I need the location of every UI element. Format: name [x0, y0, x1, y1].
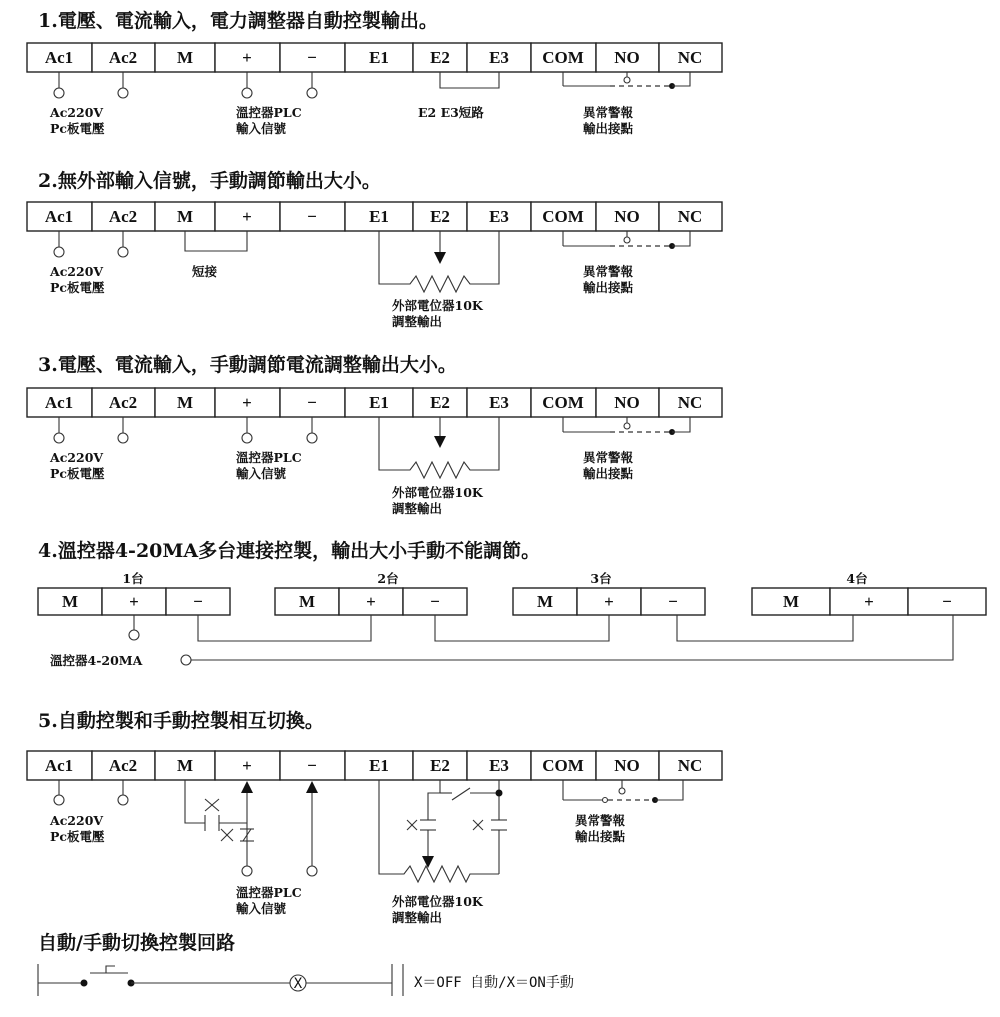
switch-circuit-title: 自動/手動切換控製回路 [38, 932, 235, 954]
terminal-label: NC [677, 48, 703, 67]
plc-note: 溫控器PLC [236, 105, 302, 120]
terminal-label: Ac1 [44, 48, 74, 67]
terminal-label: COM [542, 756, 584, 775]
terminal-label: − [307, 207, 317, 226]
ac220-note: Ac220V [50, 813, 104, 828]
terminal-label: E3 [489, 207, 509, 226]
terminal-label: NC [677, 207, 703, 226]
terminal-label: − [307, 756, 317, 775]
terminal-label: E2 [430, 756, 450, 775]
section-1 [27, 9, 722, 136]
section-2 [27, 169, 722, 329]
plus-arrow-icon [241, 781, 253, 793]
terminal-label: NO [614, 207, 640, 226]
plc-note: 溫控器PLC [236, 450, 302, 465]
terminal-label: E1 [369, 48, 389, 67]
section-3 [27, 353, 722, 516]
unit-4-label: 4台 [846, 571, 868, 586]
section-5 [27, 709, 722, 925]
terminal-label: + [604, 592, 614, 611]
4-20ma-input-note: 溫控器4-20MA [50, 653, 143, 668]
terminal-label: − [668, 592, 678, 611]
adjust-output-note: 調整輸出 [392, 501, 443, 516]
terminal-label: E1 [369, 393, 389, 412]
terminal-label: − [942, 592, 952, 611]
terminal-label: Ac1 [44, 756, 74, 775]
terminal-label: NC [677, 393, 703, 412]
output-contact-note: 輸出接點 [583, 280, 634, 295]
pot-note: 外部電位器10K [392, 485, 483, 500]
wiper-arrow-icon [422, 856, 434, 868]
section-5-title: 5.自動控製和手動控製相互切換。 [38, 710, 324, 732]
terminal-label: M [176, 393, 194, 412]
input-signal-note: 輸入信號 [236, 121, 287, 136]
section-1-title: 1.電壓、電流輸入，電力調整器自動控製輸出。 [38, 10, 438, 32]
terminal-label: E3 [489, 48, 509, 67]
section-2-title: 2.無外部輸入信號，手動調節輸出大小。 [38, 170, 381, 192]
alarm-note: 異常警報 [583, 450, 634, 465]
section-4 [38, 539, 986, 668]
terminal-label: E2 [430, 207, 450, 226]
terminal-label: M [176, 756, 194, 775]
terminal-label: COM [542, 48, 584, 67]
adjust-output-note: 調整輸出 [392, 314, 443, 329]
minus-arrow-icon [306, 781, 318, 793]
adjust-output-note: 調整輸出 [392, 910, 443, 925]
terminal-ring [118, 88, 128, 98]
terminal-label: + [864, 592, 874, 611]
m-plus-short-wire [185, 231, 247, 251]
ac220-note: Ac220V [50, 264, 104, 279]
terminal-ring [307, 88, 317, 98]
terminal-label: NO [614, 393, 640, 412]
terminal-strip-5 [27, 751, 722, 780]
terminal-label: − [307, 393, 317, 412]
terminal-label: − [193, 592, 203, 611]
alarm-note: 異常警報 [575, 813, 626, 828]
terminal-label: M [298, 592, 316, 611]
pot-note: 外部電位器10K [392, 894, 483, 909]
terminal-ring [242, 88, 252, 98]
alarm-note: 異常警報 [583, 264, 634, 279]
unit-3-label: 3台 [590, 571, 612, 586]
ac220-note: Ac220V [50, 450, 104, 465]
e2-e3-short-note: E2 E3短路 [418, 105, 484, 120]
terminal-label: NC [677, 756, 703, 775]
terminal-label: Ac1 [44, 207, 74, 226]
switch-circuit [38, 931, 574, 996]
wiper-arrow-icon [434, 436, 446, 448]
terminal-label: M [176, 207, 194, 226]
section-4-title: 4.溫控器4-20MA多台連接控製，輸出大小手動不能調節。 [38, 540, 541, 562]
terminal-label: + [242, 207, 252, 226]
switch-legend: X＝OFF 自動/X＝ON手動 [414, 975, 574, 991]
terminal-label: M [536, 592, 554, 611]
relay-coil-label: X [293, 976, 303, 992]
terminal-strip-3 [27, 388, 722, 417]
terminal-label: M [782, 592, 800, 611]
pot-note: 外部電位器10K [392, 298, 483, 313]
wiring-1 [54, 72, 690, 98]
terminal-label: M [176, 48, 194, 67]
e2-e3-short-wire [440, 72, 499, 88]
terminal-ring [54, 88, 64, 98]
potentiometer-10k [379, 417, 499, 478]
pc-board-note: Pc板電壓 [50, 829, 105, 844]
terminal-label: NO [614, 756, 640, 775]
pc-board-note: Pc板電壓 [50, 121, 105, 136]
terminal-label: E2 [430, 393, 450, 412]
terminal-label: NO [614, 48, 640, 67]
terminal-label: Ac2 [108, 207, 138, 226]
terminal-label: COM [542, 207, 584, 226]
terminal-label: + [242, 756, 252, 775]
wiper-arrow-icon [434, 252, 446, 264]
terminal-label: + [366, 592, 376, 611]
output-contact-note: 輸出接點 [575, 829, 626, 844]
ac220-note: Ac220V [50, 105, 104, 120]
input-signal-note: 輸入信號 [236, 901, 287, 916]
input-signal-note: 輸入信號 [236, 466, 287, 481]
terminal-label: E1 [369, 756, 389, 775]
unit-2-label: 2台 [377, 571, 399, 586]
terminal-label: + [242, 48, 252, 67]
terminal-label: M [61, 592, 79, 611]
pc-board-note: Pc板電壓 [50, 466, 105, 481]
terminal-strip-2 [27, 202, 722, 231]
terminal-label: COM [542, 393, 584, 412]
terminal-label: E1 [369, 207, 389, 226]
m-relay-wire [185, 780, 205, 823]
terminal-label: Ac1 [44, 393, 74, 412]
terminal-label: − [307, 48, 317, 67]
terminal-label: Ac2 [108, 48, 138, 67]
terminal-label: + [129, 592, 139, 611]
short-note: 短接 [192, 264, 218, 279]
output-contact-note: 輸出接點 [583, 466, 634, 481]
section-3-title: 3.電壓、電流輸入，手動調節電流調整輸出大小。 [38, 354, 457, 376]
terminal-label: E3 [489, 756, 509, 775]
terminal-label: Ac2 [108, 393, 138, 412]
plc-note: 溫控器PLC [236, 885, 302, 900]
output-contact-note: 輸出接點 [583, 121, 634, 136]
terminal-label: + [242, 393, 252, 412]
terminal-label: − [430, 592, 440, 611]
terminal-label: E3 [489, 393, 509, 412]
unit-1-label: 1台 [122, 571, 144, 586]
terminal-label: Ac2 [108, 756, 138, 775]
pc-board-note: Pc板電壓 [50, 280, 105, 295]
terminal-label: E2 [430, 48, 450, 67]
potentiometer-10k [379, 780, 499, 882]
daisy-chain-wiring [129, 615, 953, 665]
alarm-note: 異常警報 [583, 105, 634, 120]
terminal-strip-1 [27, 43, 722, 72]
